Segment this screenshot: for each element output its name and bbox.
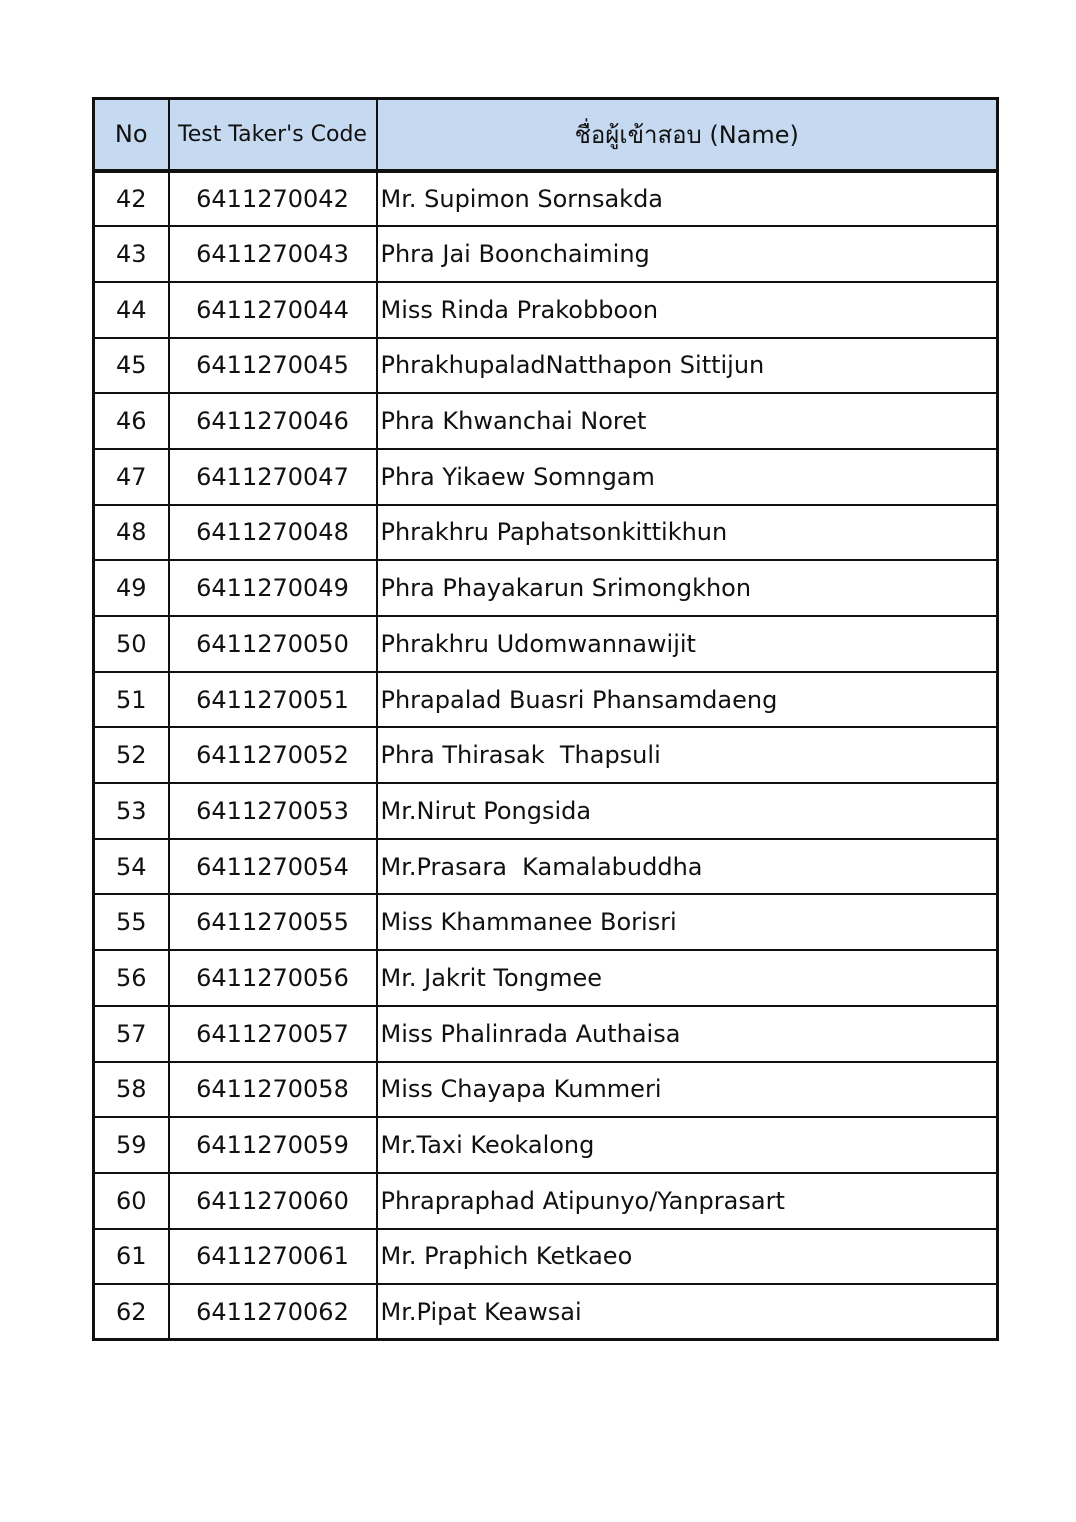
cell-code: 6411270048	[169, 505, 377, 561]
cell-name: Phrakhru Udomwannawijit	[377, 616, 998, 672]
cell-name: Miss Khammanee Borisri	[377, 894, 998, 950]
cell-name: Phra Jai Boonchaiming	[377, 226, 998, 282]
cell-code: 6411270050	[169, 616, 377, 672]
table-row	[94, 672, 998, 728]
table-row	[94, 950, 998, 1006]
table-row	[94, 449, 998, 505]
cell-code: 6411270061	[169, 1229, 377, 1285]
cell-no: 56	[94, 950, 169, 1006]
cell-code: 6411270047	[169, 449, 377, 505]
table-body	[94, 171, 998, 1340]
cell-name: Phra Phayakarun Srimongkhon	[377, 560, 998, 616]
cell-code: 6411270059	[169, 1117, 377, 1173]
table-row	[94, 894, 998, 950]
cell-no: 54	[94, 839, 169, 895]
cell-name: Mr. Jakrit Tongmee	[377, 950, 998, 1006]
cell-name: Miss Phalinrada Authaisa	[377, 1006, 998, 1062]
header-no: No	[94, 99, 169, 171]
table-row	[94, 783, 998, 839]
cell-no: 45	[94, 338, 169, 394]
cell-no: 58	[94, 1062, 169, 1118]
cell-name: Miss Rinda Prakobboon	[377, 282, 998, 338]
cell-no: 52	[94, 727, 169, 783]
cell-name: Mr.Taxi Keokalong	[377, 1117, 998, 1173]
cell-code: 6411270046	[169, 393, 377, 449]
header-name: ชื่อผู้เข้าสอบ (Name)	[377, 99, 998, 171]
cell-code: 6411270058	[169, 1062, 377, 1118]
cell-no: 62	[94, 1284, 169, 1340]
table-row	[94, 560, 998, 616]
table-row	[94, 1117, 998, 1173]
cell-code: 6411270049	[169, 560, 377, 616]
table-row	[94, 727, 998, 783]
cell-code: 6411270042	[169, 171, 377, 227]
cell-name: Phrapraphad Atipunyo/Yanprasart	[377, 1173, 998, 1229]
table-row	[94, 393, 998, 449]
cell-no: 47	[94, 449, 169, 505]
cell-no: 60	[94, 1173, 169, 1229]
cell-no: 49	[94, 560, 169, 616]
cell-name: Phra Thirasak Thapsuli	[377, 727, 998, 783]
cell-name: Mr.Nirut Pongsida	[377, 783, 998, 839]
cell-name: Phra Yikaew Somngam	[377, 449, 998, 505]
table-row	[94, 1173, 998, 1229]
cell-code: 6411270045	[169, 338, 377, 394]
cell-no: 43	[94, 226, 169, 282]
cell-name: Mr. Praphich Ketkaeo	[377, 1229, 998, 1285]
cell-no: 57	[94, 1006, 169, 1062]
test-taker-table	[92, 97, 999, 1341]
table-row	[94, 616, 998, 672]
cell-no: 61	[94, 1229, 169, 1285]
table-row	[94, 839, 998, 895]
cell-code: 6411270056	[169, 950, 377, 1006]
cell-name: Miss Chayapa Kummeri	[377, 1062, 998, 1118]
cell-name: Phrapalad Buasri Phansamdaeng	[377, 672, 998, 728]
cell-no: 48	[94, 505, 169, 561]
cell-code: 6411270052	[169, 727, 377, 783]
table-row	[94, 338, 998, 394]
cell-code: 6411270053	[169, 783, 377, 839]
table-row	[94, 505, 998, 561]
cell-no: 42	[94, 171, 169, 227]
cell-no: 55	[94, 894, 169, 950]
cell-no: 53	[94, 783, 169, 839]
cell-no: 50	[94, 616, 169, 672]
cell-name: Mr.Pipat Keawsai	[377, 1284, 998, 1340]
table-row	[94, 171, 998, 227]
cell-no: 59	[94, 1117, 169, 1173]
table-header-row	[94, 99, 998, 171]
cell-name: Mr. Supimon Sornsakda	[377, 171, 998, 227]
cell-no: 44	[94, 282, 169, 338]
cell-code: 6411270051	[169, 672, 377, 728]
cell-code: 6411270057	[169, 1006, 377, 1062]
cell-code: 6411270055	[169, 894, 377, 950]
cell-code: 6411270054	[169, 839, 377, 895]
cell-no: 46	[94, 393, 169, 449]
cell-code: 6411270043	[169, 226, 377, 282]
table-row	[94, 282, 998, 338]
cell-code: 6411270060	[169, 1173, 377, 1229]
cell-code: 6411270044	[169, 282, 377, 338]
table-row	[94, 226, 998, 282]
cell-name: PhrakhupaladNatthapon Sittijun	[377, 338, 998, 394]
header-test-taker-code: Test Taker's Code	[169, 99, 377, 171]
table-row	[94, 1006, 998, 1062]
cell-no: 51	[94, 672, 169, 728]
cell-name: Phra Khwanchai Noret	[377, 393, 998, 449]
cell-code: 6411270062	[169, 1284, 377, 1340]
table-row	[94, 1284, 998, 1340]
cell-name: Phrakhru Paphatsonkittikhun	[377, 505, 998, 561]
table-row	[94, 1062, 998, 1118]
cell-name: Mr.Prasara Kamalabuddha	[377, 839, 998, 895]
table-row	[94, 1229, 998, 1285]
